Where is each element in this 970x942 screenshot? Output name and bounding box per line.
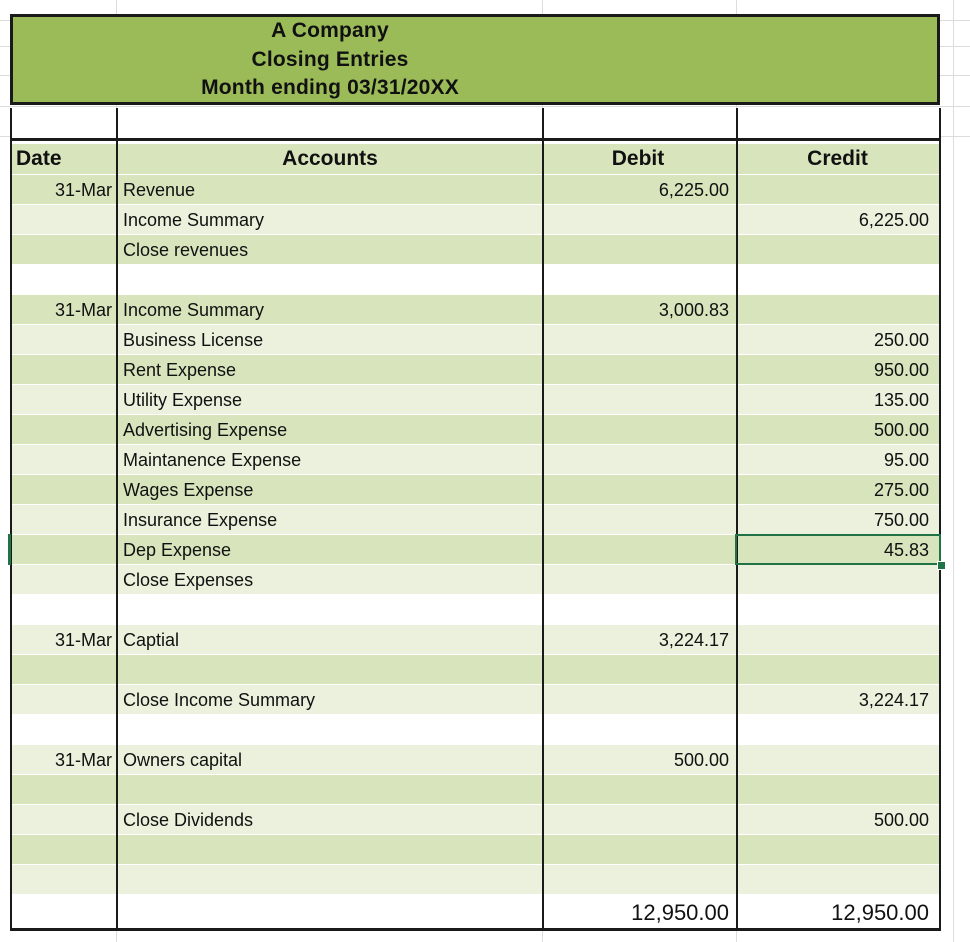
table-row[interactable] xyxy=(10,625,940,655)
account-cell[interactable]: Wages Expense xyxy=(123,480,254,500)
debit-cell[interactable]: 3,000.83 xyxy=(658,300,729,320)
debit-cell[interactable]: 500.00 xyxy=(673,750,729,770)
account-cell[interactable]: Close Expenses xyxy=(123,570,254,590)
blank-row[interactable] xyxy=(10,108,940,138)
credit-cell[interactable] xyxy=(737,625,938,655)
date-cell[interactable] xyxy=(10,445,116,475)
date-header: Date xyxy=(16,147,62,170)
debit-cell[interactable] xyxy=(543,505,733,535)
debit-cell[interactable]: 6,225.00 xyxy=(658,180,729,200)
table-row[interactable] xyxy=(10,685,940,715)
credit-cell[interactable]: 135.00 xyxy=(873,390,929,410)
account-cell[interactable] xyxy=(120,655,540,685)
date-cell[interactable] xyxy=(10,715,116,745)
credit-cell[interactable] xyxy=(737,175,938,205)
debit-cell[interactable] xyxy=(543,385,733,415)
debit-cell[interactable] xyxy=(543,235,733,265)
date-cell[interactable] xyxy=(10,415,116,445)
table-row[interactable] xyxy=(10,325,940,355)
company-title: A Company xyxy=(271,19,389,42)
account-cell[interactable]: Utility Expense xyxy=(123,390,243,410)
account-cell[interactable] xyxy=(120,835,540,865)
date-cell[interactable] xyxy=(10,325,116,355)
debit-cell[interactable] xyxy=(543,565,733,595)
fill-handle[interactable] xyxy=(937,561,946,570)
table-row[interactable] xyxy=(10,175,940,205)
debit-cell[interactable]: 3,224.17 xyxy=(658,630,729,650)
gridline xyxy=(953,0,954,942)
table-row[interactable] xyxy=(10,775,940,805)
debit-cell[interactable] xyxy=(543,325,733,355)
credit-cell[interactable]: 95.00 xyxy=(883,450,929,470)
table-row[interactable] xyxy=(10,505,940,535)
table-row[interactable] xyxy=(10,415,940,445)
credit-cell[interactable]: 500.00 xyxy=(873,810,929,830)
report-title: Closing Entries xyxy=(251,48,409,71)
table-row[interactable] xyxy=(10,655,940,685)
debit-cell[interactable] xyxy=(543,445,733,475)
date-cell[interactable] xyxy=(10,775,116,805)
period-title: Month ending 03/31/20XX xyxy=(201,76,459,99)
account-cell[interactable]: Dep Expense xyxy=(123,540,232,560)
credit-cell[interactable]: 950.00 xyxy=(873,360,929,380)
credit-cell[interactable] xyxy=(737,295,938,325)
debit-cell[interactable] xyxy=(543,355,733,385)
account-cell[interactable] xyxy=(120,715,540,745)
table-top-border xyxy=(10,138,941,141)
gridline xyxy=(0,106,970,107)
debit-cell[interactable] xyxy=(543,715,733,745)
table-row[interactable] xyxy=(10,835,940,865)
table-row[interactable] xyxy=(10,445,940,475)
column-header-row[interactable] xyxy=(10,144,940,174)
active-cell-selection[interactable] xyxy=(735,534,941,565)
table-row[interactable] xyxy=(10,745,940,775)
debit-cell[interactable] xyxy=(543,475,733,505)
total-credit[interactable]: 12,950.00 xyxy=(831,900,929,925)
debit-cell[interactable] xyxy=(543,775,733,805)
credit-cell[interactable] xyxy=(737,745,938,775)
debit-cell[interactable] xyxy=(543,265,733,295)
debit-column-divider xyxy=(736,108,738,930)
account-cell[interactable]: Business License xyxy=(123,330,264,350)
credit-cell[interactable] xyxy=(737,835,938,865)
date-cell[interactable] xyxy=(10,265,116,295)
table-row[interactable] xyxy=(10,385,940,415)
debit-cell[interactable] xyxy=(543,865,733,895)
account-cell[interactable]: Income Summary xyxy=(123,210,265,230)
table-row[interactable] xyxy=(10,865,940,895)
account-cell[interactable]: Close Income Summary xyxy=(123,690,316,710)
table-row[interactable] xyxy=(10,265,940,295)
table-bottom-border xyxy=(10,928,941,931)
credit-cell[interactable]: 6,225.00 xyxy=(858,210,929,230)
credit-cell[interactable] xyxy=(737,565,938,595)
account-cell[interactable]: Close Dividends xyxy=(123,810,254,830)
credit-cell[interactable]: 250.00 xyxy=(873,330,929,350)
table-row[interactable] xyxy=(10,715,940,745)
account-cell[interactable]: Captial xyxy=(123,630,180,650)
date-cell[interactable] xyxy=(10,655,116,685)
account-cell[interactable]: Advertising Expense xyxy=(123,420,288,440)
credit-cell[interactable]: 500.00 xyxy=(873,420,929,440)
credit-cell[interactable]: 275.00 xyxy=(873,480,929,500)
credit-cell[interactable] xyxy=(737,655,938,685)
date-cell[interactable]: 31-Mar xyxy=(54,180,112,200)
debit-header: Debit xyxy=(611,147,665,170)
table-left-border xyxy=(10,108,12,930)
credit-cell[interactable]: 750.00 xyxy=(873,510,929,530)
account-cell[interactable]: Revenue xyxy=(123,180,196,200)
date-cell[interactable]: 31-Mar xyxy=(54,750,112,770)
total-debit[interactable]: 12,950.00 xyxy=(631,900,729,925)
credit-cell[interactable]: 3,224.17 xyxy=(858,690,929,710)
totals-row[interactable] xyxy=(10,895,940,930)
table-row[interactable] xyxy=(10,235,940,265)
debit-cell[interactable] xyxy=(543,535,733,565)
accounts-column-divider xyxy=(542,108,544,930)
table-row[interactable] xyxy=(10,355,940,385)
account-cell[interactable] xyxy=(120,865,540,895)
date-cell[interactable] xyxy=(10,355,116,385)
date-column-divider xyxy=(116,108,118,930)
table-row[interactable] xyxy=(10,805,940,835)
debit-cell[interactable] xyxy=(543,835,733,865)
selected-row-indicator xyxy=(8,534,11,565)
debit-cell[interactable] xyxy=(543,205,733,235)
accounts-header: Accounts xyxy=(282,147,378,170)
account-cell[interactable]: Income Summary xyxy=(123,300,265,320)
debit-cell[interactable] xyxy=(543,685,733,715)
date-cell[interactable] xyxy=(10,835,116,865)
account-cell[interactable]: Insurance Expense xyxy=(123,510,278,530)
debit-cell[interactable] xyxy=(543,595,733,625)
table-row[interactable] xyxy=(10,475,940,505)
credit-cell[interactable] xyxy=(737,865,938,895)
date-cell[interactable] xyxy=(10,505,116,535)
date-cell[interactable] xyxy=(10,385,116,415)
account-cell[interactable] xyxy=(120,595,540,625)
credit-cell[interactable]: 45.83 xyxy=(883,540,929,560)
date-cell[interactable] xyxy=(10,535,116,565)
account-cell[interactable]: Rent Expense xyxy=(123,360,237,380)
date-cell[interactable] xyxy=(10,235,116,265)
table-row[interactable] xyxy=(10,595,940,625)
credit-cell[interactable] xyxy=(737,595,938,625)
date-cell[interactable] xyxy=(10,475,116,505)
date-cell[interactable] xyxy=(10,565,116,595)
debit-cell[interactable] xyxy=(543,805,733,835)
date-cell[interactable] xyxy=(10,865,116,895)
table-row[interactable] xyxy=(10,565,940,595)
account-cell[interactable]: Maintanence Expense xyxy=(123,450,302,470)
account-cell[interactable] xyxy=(120,265,540,295)
account-cell[interactable]: Close revenues xyxy=(123,240,249,260)
debit-cell[interactable] xyxy=(543,655,733,685)
credit-header: Credit xyxy=(807,147,868,170)
credit-cell[interactable] xyxy=(737,715,938,745)
credit-cell[interactable] xyxy=(737,775,938,805)
date-cell[interactable]: 31-Mar xyxy=(54,300,112,320)
credit-cell[interactable] xyxy=(737,265,938,295)
debit-cell[interactable] xyxy=(543,415,733,445)
account-cell[interactable] xyxy=(120,775,540,805)
table-row[interactable] xyxy=(10,295,940,325)
account-cell[interactable]: Owners capital xyxy=(123,750,243,770)
credit-cell[interactable] xyxy=(737,235,938,265)
date-cell[interactable]: 31-Mar xyxy=(54,630,112,650)
date-cell[interactable] xyxy=(10,205,116,235)
table-right-border xyxy=(939,108,941,930)
date-cell[interactable] xyxy=(10,595,116,625)
table-row[interactable] xyxy=(10,205,940,235)
date-cell[interactable] xyxy=(10,685,116,715)
date-cell[interactable] xyxy=(10,805,116,835)
